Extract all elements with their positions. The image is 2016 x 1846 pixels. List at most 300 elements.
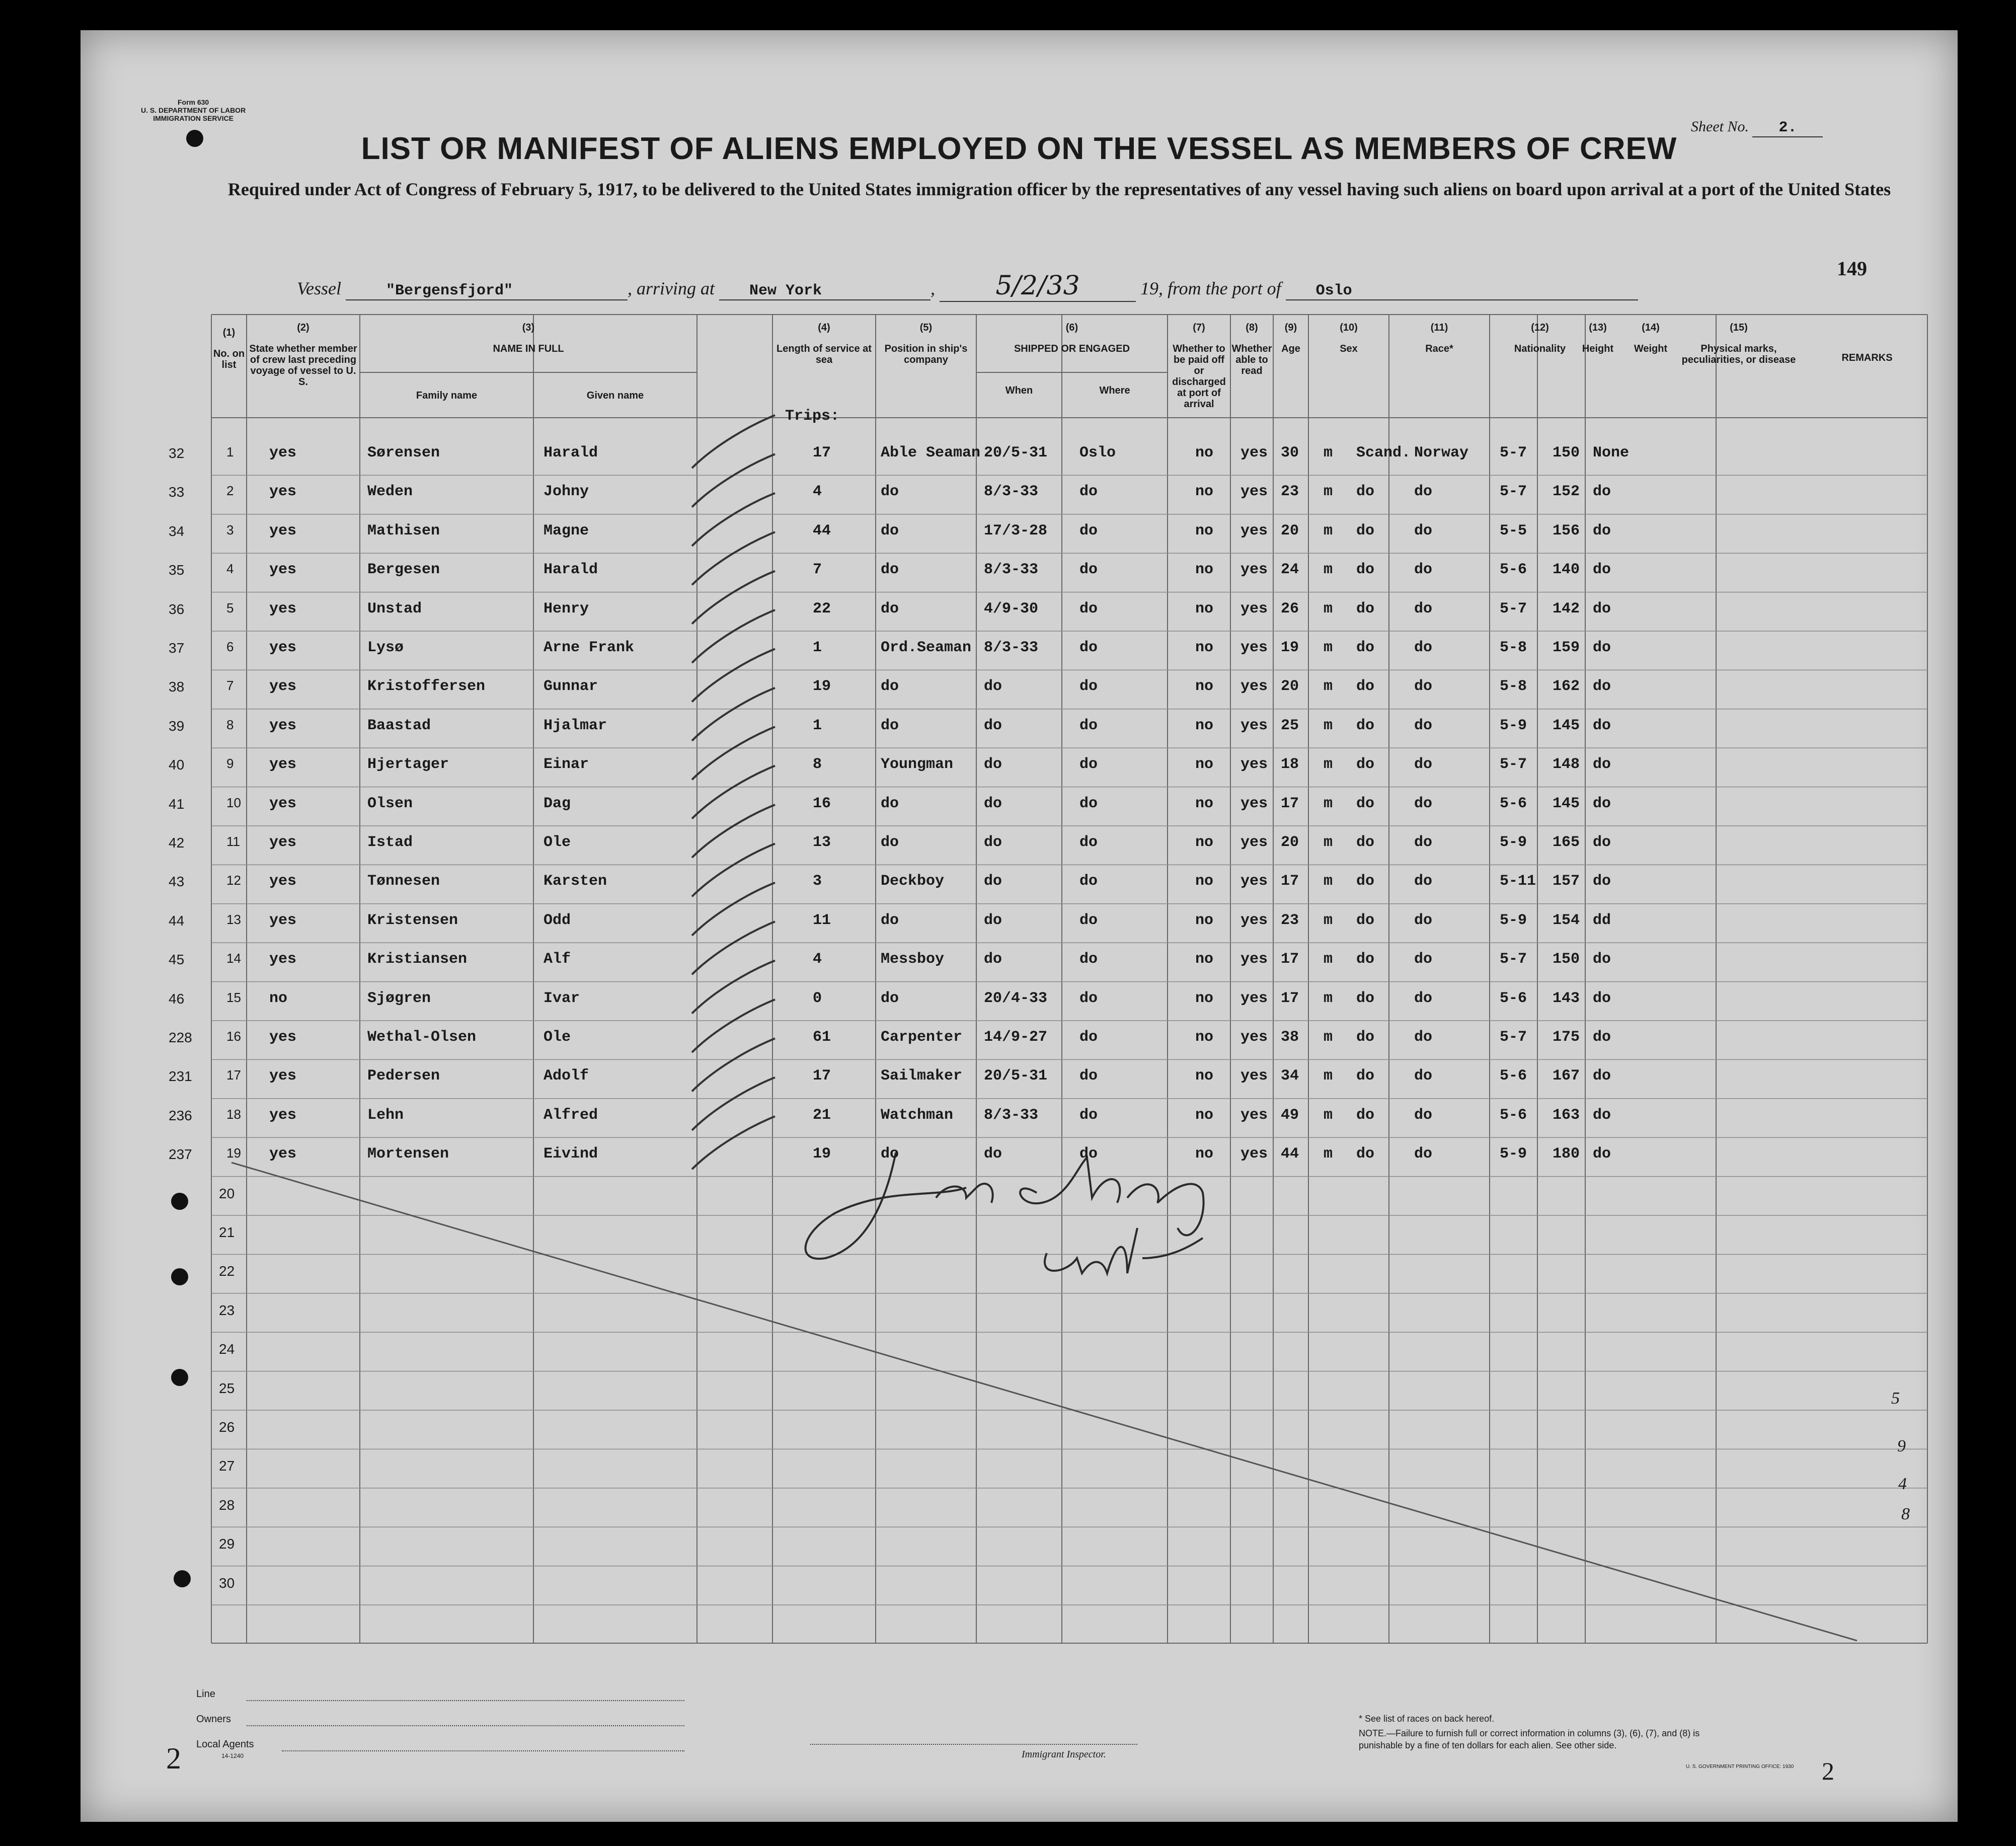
empty-line-number: 29 xyxy=(219,1536,235,1552)
cell-nat: Norway xyxy=(1414,444,1469,461)
column-header xyxy=(211,327,247,370)
cell-given: Gunnar xyxy=(544,678,598,696)
cell-family: Kristensen xyxy=(367,911,458,929)
cell-age: 34 xyxy=(1281,1067,1299,1085)
cell-family: Kristoffersen xyxy=(367,678,486,696)
cell-service: 8 xyxy=(813,756,822,774)
cell-given: Arne Frank xyxy=(544,639,635,656)
cell-prev: yes xyxy=(269,639,297,656)
cell-no: 3 xyxy=(226,522,234,537)
cell-read: yes xyxy=(1240,834,1268,851)
cell-no: 17 xyxy=(226,1067,241,1083)
cell-sex: m xyxy=(1324,678,1333,696)
arrival-date: 5/2/33 xyxy=(940,271,1136,302)
cell-read: yes xyxy=(1240,873,1268,890)
cell-weight: 148 xyxy=(1553,756,1580,774)
trips-label: Trips: xyxy=(785,408,840,425)
cell-nat: do xyxy=(1414,561,1433,579)
cell-age: 44 xyxy=(1281,1145,1299,1163)
cell-family: Sjøgren xyxy=(367,989,431,1007)
cell-height: 5-6 xyxy=(1500,1106,1527,1124)
cell-family: Mathisen xyxy=(367,522,440,540)
cell-where: do xyxy=(1079,989,1098,1007)
cell-read: yes xyxy=(1240,1145,1268,1163)
empty-line-number: 27 xyxy=(219,1458,235,1474)
cell-prev: yes xyxy=(269,561,297,579)
cell-read: yes xyxy=(1240,483,1268,501)
cell-paid: no xyxy=(1195,561,1214,579)
cell-where: do xyxy=(1079,1106,1098,1124)
cell-given: Magne xyxy=(544,522,589,540)
column-label: Whether to be paid off or discharged at port of arrival xyxy=(1172,343,1226,410)
cell-weight: 145 xyxy=(1553,795,1580,812)
margin-ref-number: 46 xyxy=(169,990,185,1007)
cell-prev: yes xyxy=(269,600,297,618)
cell-race: do xyxy=(1356,989,1375,1007)
cell-age: 49 xyxy=(1281,1106,1299,1124)
cell-prev: yes xyxy=(269,483,297,501)
cell-age: 19 xyxy=(1281,639,1299,656)
cell-where: do xyxy=(1079,951,1098,968)
cell-read: yes xyxy=(1240,756,1268,774)
cell-given: Karsten xyxy=(544,873,607,890)
cell-height: 5-6 xyxy=(1500,989,1527,1007)
cell-read: yes xyxy=(1240,951,1268,968)
cell-no: 13 xyxy=(226,911,241,927)
column-header xyxy=(976,385,1062,396)
cell-given: Ivar xyxy=(544,989,580,1007)
column-number: (5) xyxy=(919,322,933,333)
cell-marks: None xyxy=(1593,444,1630,461)
cell-paid: no xyxy=(1195,444,1214,461)
cell-position: do xyxy=(881,911,899,929)
cell-prev: yes xyxy=(269,1145,297,1163)
cell-height: 5-9 xyxy=(1500,1145,1527,1163)
cell-sex: m xyxy=(1324,873,1333,890)
cell-no: 1 xyxy=(226,444,234,459)
cell-nat: do xyxy=(1414,639,1433,656)
vessel-line: Vessel "Bergensfjord" , arriving at New York , 5/2/33 19, from the port of Oslo xyxy=(297,271,1638,302)
cell-race: do xyxy=(1356,561,1375,579)
cell-prev: yes xyxy=(269,678,297,696)
column-header xyxy=(1678,322,1799,365)
footer-line-rule xyxy=(247,1700,684,1701)
cell-weight: 143 xyxy=(1553,989,1580,1007)
cell-paid: no xyxy=(1195,756,1214,774)
cell-when: do xyxy=(984,795,1002,812)
margin-ref-number: 38 xyxy=(169,679,185,695)
cell-paid: no xyxy=(1195,1145,1214,1163)
cell-age: 25 xyxy=(1281,717,1299,734)
cell-paid: no xyxy=(1195,834,1214,851)
cell-height: 5-9 xyxy=(1500,834,1527,851)
column-header xyxy=(1273,322,1308,354)
margin-ref-number: 33 xyxy=(169,484,185,500)
cell-age: 23 xyxy=(1281,483,1299,501)
cell-read: yes xyxy=(1240,1067,1268,1085)
cell-position: Messboy xyxy=(881,951,945,968)
cell-service: 17 xyxy=(813,1067,831,1085)
cell-height: 5-9 xyxy=(1500,911,1527,929)
inspector-rule xyxy=(810,1744,1137,1745)
cell-given: Einar xyxy=(544,756,589,774)
cell-sex: m xyxy=(1324,1029,1333,1046)
cell-service: 1 xyxy=(813,639,822,656)
cell-prev: yes xyxy=(269,951,297,968)
cell-when: 17/3-28 xyxy=(984,522,1048,540)
cell-when: do xyxy=(984,951,1002,968)
cell-given: Adolf xyxy=(544,1067,589,1085)
cell-marks: do xyxy=(1593,639,1611,656)
cell-marks: do xyxy=(1593,989,1611,1007)
cell-height: 5-7 xyxy=(1500,483,1527,501)
cell-prev: yes xyxy=(269,873,297,890)
cell-where: do xyxy=(1079,717,1098,734)
cell-service: 13 xyxy=(813,834,831,851)
cell-weight: 152 xyxy=(1553,483,1580,501)
cell-paid: no xyxy=(1195,678,1214,696)
cell-given: Henry xyxy=(544,600,589,618)
cell-no: 12 xyxy=(226,873,241,888)
cell-race: do xyxy=(1356,1029,1375,1046)
cell-height: 5-11 xyxy=(1500,873,1536,890)
column-number: (10) xyxy=(1340,322,1358,333)
cell-marks: do xyxy=(1593,951,1611,968)
cell-family: Kristiansen xyxy=(367,951,468,968)
departure-port: Oslo xyxy=(1286,282,1638,300)
margin-ref-number: 42 xyxy=(169,835,185,851)
cell-paid: no xyxy=(1195,1067,1214,1085)
cell-marks: do xyxy=(1593,1029,1611,1046)
from-label: from the port of xyxy=(1168,278,1281,298)
column-label: Length of service at sea xyxy=(777,343,872,365)
column-number: (15) xyxy=(1730,322,1748,333)
margin-ref-number: 41 xyxy=(169,796,185,812)
cell-marks: do xyxy=(1593,834,1611,851)
cell-age: 24 xyxy=(1281,561,1299,579)
corner-number-right: 2 xyxy=(1822,1757,1834,1785)
cell-position: Youngman xyxy=(881,756,954,774)
cell-no: 7 xyxy=(226,678,234,694)
cell-paid: no xyxy=(1195,600,1214,618)
column-header xyxy=(1308,322,1389,354)
cell-nat: do xyxy=(1414,678,1433,696)
cell-family: Lehn xyxy=(367,1106,404,1124)
cell-read: yes xyxy=(1240,989,1268,1007)
cell-nat: do xyxy=(1414,1145,1433,1163)
vessel-label: Vessel xyxy=(297,278,341,298)
margin-ref-number: 44 xyxy=(169,912,185,929)
cell-family: Olsen xyxy=(367,795,413,812)
cell-height: 5-7 xyxy=(1500,600,1527,618)
corner-number-left: 2 xyxy=(166,1742,181,1775)
cell-service: 4 xyxy=(813,483,822,501)
cell-sex: m xyxy=(1324,483,1333,501)
cell-given: Johny xyxy=(544,483,589,501)
penalty-note: NOTE.—Failure to furnish full or correct information in columns (3), (6), (7), and (8) is punishable by a fine of ten dollars for each alien. See other side. xyxy=(1359,1728,1700,1751)
cell-when: do xyxy=(984,1145,1002,1163)
signature xyxy=(806,1152,1204,1273)
cell-race: do xyxy=(1356,951,1375,968)
cell-position: Watchman xyxy=(881,1106,954,1124)
column-label: Physical marks, peculiarities, or disease xyxy=(1681,343,1796,365)
cell-race: do xyxy=(1356,834,1375,851)
cell-given: Hjalmar xyxy=(544,717,607,734)
cell-age: 18 xyxy=(1281,756,1299,774)
cell-read: yes xyxy=(1240,795,1268,812)
cell-no: 6 xyxy=(226,639,234,654)
cell-paid: no xyxy=(1195,873,1214,890)
cell-sex: m xyxy=(1324,639,1333,656)
footer-owners-label: Owners xyxy=(196,1714,231,1725)
cell-race: do xyxy=(1356,639,1375,656)
cell-when: do xyxy=(984,756,1002,774)
column-label: Weight xyxy=(1634,343,1668,354)
cell-family: Istad xyxy=(367,834,413,851)
cell-when: do xyxy=(984,911,1002,929)
empty-line-number: 25 xyxy=(219,1380,235,1396)
cell-service: 21 xyxy=(813,1106,831,1124)
cell-height: 5-6 xyxy=(1500,561,1527,579)
cell-race: do xyxy=(1356,1067,1375,1085)
column-header xyxy=(1807,352,1927,363)
cell-when: do xyxy=(984,873,1002,890)
margin-ref-number: 39 xyxy=(169,718,185,734)
footer-owners-rule xyxy=(247,1725,684,1726)
cell-no: 8 xyxy=(226,717,234,732)
cell-nat: do xyxy=(1414,951,1433,968)
column-number: (1) xyxy=(222,327,236,338)
margin-ref-number: 34 xyxy=(169,523,185,539)
column-header xyxy=(1389,322,1490,354)
cell-age: 17 xyxy=(1281,989,1299,1007)
cell-paid: no xyxy=(1195,795,1214,812)
cell-race: do xyxy=(1356,717,1375,734)
cell-race: Scand. xyxy=(1356,444,1411,461)
column-header xyxy=(1623,322,1678,354)
cell-prev: yes xyxy=(269,834,297,851)
margin-ref-number: 32 xyxy=(169,445,185,461)
cell-age: 20 xyxy=(1281,678,1299,696)
cell-nat: do xyxy=(1414,834,1433,851)
cell-race: do xyxy=(1356,873,1375,890)
column-header xyxy=(1062,385,1168,396)
cell-sex: m xyxy=(1324,444,1333,461)
cell-family: Bergesen xyxy=(367,561,440,579)
cell-given: Ole xyxy=(544,1029,571,1046)
cell-paid: no xyxy=(1195,522,1214,540)
cell-where: do xyxy=(1079,639,1098,656)
cell-prev: yes xyxy=(269,1106,297,1124)
cell-age: 30 xyxy=(1281,444,1299,461)
cell-age: 17 xyxy=(1281,951,1299,968)
cell-read: yes xyxy=(1240,678,1268,696)
cell-race: do xyxy=(1356,1106,1375,1124)
form-number: Form 630 xyxy=(177,98,209,106)
column-label: Whether able to read xyxy=(1231,343,1272,376)
column-number: (13) xyxy=(1589,322,1607,333)
cell-weight: 159 xyxy=(1553,639,1580,656)
cell-service: 19 xyxy=(813,678,831,696)
cell-where: Oslo xyxy=(1079,444,1116,461)
cell-service: 1 xyxy=(813,717,822,734)
cell-height: 5-6 xyxy=(1500,795,1527,812)
cell-when: 8/3-33 xyxy=(984,1106,1039,1124)
cell-prev: yes xyxy=(269,444,297,461)
document-subtitle: Required under Act of Congress of February 5, 1917, to be delivered to the United States immigration officer by the representatives of any vessel having such aliens on board upon arrival at a port of the United States xyxy=(227,179,1891,199)
cell-sex: m xyxy=(1324,561,1333,579)
cell-read: yes xyxy=(1240,600,1268,618)
cell-weight: 145 xyxy=(1553,717,1580,734)
arrival-port: New York xyxy=(719,282,931,300)
cell-height: 5-7 xyxy=(1500,1029,1527,1046)
empty-line-number: 21 xyxy=(219,1224,235,1240)
cell-family: Tønnesen xyxy=(367,873,440,890)
cell-where: do xyxy=(1079,873,1098,890)
cell-sex: m xyxy=(1324,756,1333,774)
cell-paid: no xyxy=(1195,1106,1214,1124)
cell-family: Pedersen xyxy=(367,1067,440,1085)
cell-when: 20/4-33 xyxy=(984,989,1048,1007)
cell-marks: do xyxy=(1593,600,1611,618)
column-number: (2) xyxy=(297,322,309,333)
printer-imprint: U. S. GOVERNMENT PRINTING OFFICE: 1930 xyxy=(1686,1764,1794,1770)
cell-nat: do xyxy=(1414,756,1433,774)
empty-line-number: 20 xyxy=(219,1185,235,1201)
cell-race: do xyxy=(1356,522,1375,540)
column-number: (7) xyxy=(1193,322,1205,333)
cell-when: do xyxy=(984,834,1002,851)
column-number: (3) xyxy=(522,322,535,333)
column-header xyxy=(360,390,533,401)
margin-ref-number: 231 xyxy=(169,1068,192,1085)
column-number: (9) xyxy=(1284,322,1297,333)
cell-service: 4 xyxy=(813,951,822,968)
cell-prev: yes xyxy=(269,1067,297,1085)
cell-no: 14 xyxy=(226,951,241,966)
cell-when: 8/3-33 xyxy=(984,639,1039,656)
cell-height: 5-6 xyxy=(1500,1067,1527,1085)
cell-marks: do xyxy=(1593,522,1611,540)
cell-marks: do xyxy=(1593,678,1611,696)
cell-no: 9 xyxy=(226,756,234,772)
cell-position: do xyxy=(881,795,899,812)
column-label: REMARKS xyxy=(1841,352,1893,363)
cell-position: do xyxy=(881,483,899,501)
cell-read: yes xyxy=(1240,1029,1268,1046)
department-name: U. S. DEPARTMENT OF LABOR xyxy=(141,106,246,115)
cell-where: do xyxy=(1079,483,1098,501)
margin-ref-number: 45 xyxy=(169,952,185,968)
cell-nat: do xyxy=(1414,795,1433,812)
cell-service: 44 xyxy=(813,522,831,540)
cell-when: 14/9-27 xyxy=(984,1029,1048,1046)
cell-where: do xyxy=(1079,561,1098,579)
cell-position: do xyxy=(881,561,899,579)
cell-read: yes xyxy=(1240,639,1268,656)
cell-no: 15 xyxy=(226,989,241,1005)
cell-nat: do xyxy=(1414,911,1433,929)
cell-when: 20/5-31 xyxy=(984,444,1048,461)
service-name: IMMIGRATION SERVICE xyxy=(153,114,234,123)
cell-nat: do xyxy=(1414,600,1433,618)
empty-line-number: 23 xyxy=(219,1302,235,1318)
cell-position: do xyxy=(881,522,899,540)
tally-check xyxy=(692,1116,775,1169)
column-label: SHIPPED OR ENGAGED xyxy=(1014,343,1130,354)
cell-prev: yes xyxy=(269,717,297,734)
margin-mark: 9 xyxy=(1897,1437,1906,1455)
cell-age: 17 xyxy=(1281,873,1299,890)
cell-race: do xyxy=(1356,678,1375,696)
inspector-label: Immigrant Inspector. xyxy=(1022,1749,1106,1760)
column-label: No. on list xyxy=(213,348,245,370)
margin-mark: 5 xyxy=(1891,1389,1900,1408)
cell-no: 10 xyxy=(226,795,241,810)
cell-no: 11 xyxy=(226,834,240,849)
cell-position: do xyxy=(881,678,899,696)
cell-height: 5-7 xyxy=(1500,756,1527,774)
margin-mark: 8 xyxy=(1901,1505,1910,1523)
cell-family: Hjertager xyxy=(367,756,449,774)
empty-line-number: 30 xyxy=(219,1575,235,1591)
cell-sex: m xyxy=(1324,795,1333,812)
cell-where: do xyxy=(1079,1145,1098,1163)
cell-weight: 162 xyxy=(1553,678,1580,696)
cell-age: 38 xyxy=(1281,1029,1299,1046)
cell-age: 20 xyxy=(1281,834,1299,851)
cell-prev: yes xyxy=(269,911,297,929)
cell-sex: m xyxy=(1324,522,1333,540)
cell-given: Dag xyxy=(544,795,571,812)
cell-service: 16 xyxy=(813,795,831,812)
cell-age: 23 xyxy=(1281,911,1299,929)
cell-where: do xyxy=(1079,911,1098,929)
cell-service: 7 xyxy=(813,561,822,579)
cell-paid: no xyxy=(1195,483,1214,501)
arriving-label: arriving at xyxy=(636,278,715,298)
footer-agents-label: Local Agents xyxy=(196,1739,254,1750)
cell-weight: 150 xyxy=(1553,444,1580,461)
cell-height: 5-8 xyxy=(1500,678,1527,696)
column-number: (12) xyxy=(1531,322,1549,333)
cell-race: do xyxy=(1356,1145,1375,1163)
empty-line-number: 22 xyxy=(219,1263,235,1279)
footer-line-label: Line xyxy=(196,1688,215,1700)
cell-prev: yes xyxy=(269,795,297,812)
races-note: * See list of races on back hereof. xyxy=(1359,1714,1495,1724)
cell-position: do xyxy=(881,834,899,851)
vessel-name: "Bergensfjord" xyxy=(346,282,628,300)
cell-where: do xyxy=(1079,522,1098,540)
year-label: 19 xyxy=(1140,278,1158,298)
cell-age: 26 xyxy=(1281,600,1299,618)
cell-marks: dd xyxy=(1593,911,1611,929)
column-label: NAME IN FULL xyxy=(493,343,564,354)
margin-ref-number: 36 xyxy=(169,601,185,617)
cell-no: 4 xyxy=(226,561,234,577)
cell-family: Weden xyxy=(367,483,413,501)
cell-nat: do xyxy=(1414,1067,1433,1085)
cell-sex: m xyxy=(1324,1145,1333,1163)
cell-when: do xyxy=(984,678,1002,696)
cell-paid: no xyxy=(1195,951,1214,968)
cell-age: 17 xyxy=(1281,795,1299,812)
cell-read: yes xyxy=(1240,911,1268,929)
column-label: Given name xyxy=(586,390,644,401)
cell-given: Harald xyxy=(544,444,598,461)
footer-agents-rule xyxy=(282,1750,684,1751)
